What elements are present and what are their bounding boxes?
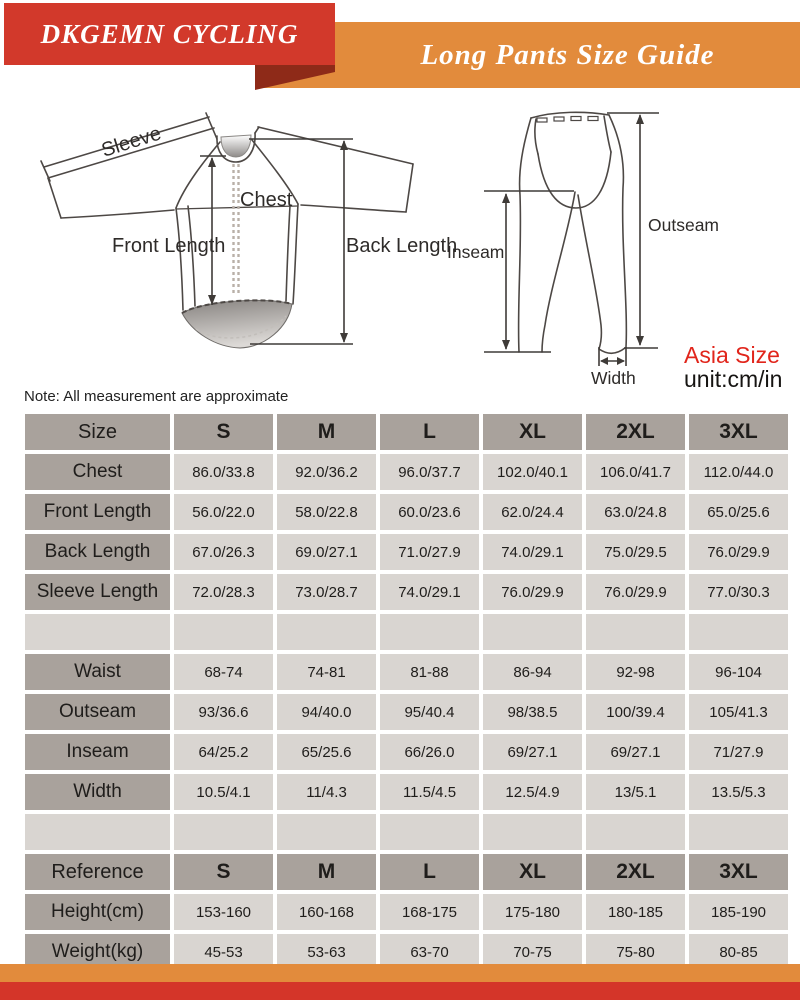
note-text: Note: All measurement are approximate (24, 388, 289, 405)
sleeve-label: Sleeve (98, 122, 164, 162)
value-cell: 105/41.3 (689, 694, 788, 730)
value-cell: 96-104 (689, 654, 788, 690)
collar-shading (221, 135, 251, 157)
size-col-s: S (174, 414, 273, 450)
brand-title: DKGEMN CYCLING (40, 18, 299, 49)
size-col-m: M (277, 854, 376, 890)
pants-measures (484, 113, 659, 366)
value-cell: 94/40.0 (277, 694, 376, 730)
value-cell: 12.5/4.9 (483, 774, 582, 810)
table-row-outseam (25, 694, 788, 730)
size-col-3xl: 3XL (689, 414, 788, 450)
value-cell: 68-74 (174, 654, 273, 690)
value-cell: 185-190 (689, 894, 788, 930)
value-cell: 160-168 (277, 894, 376, 930)
value-cell: 80-85 (689, 934, 788, 970)
row-label: Weight(kg) (25, 934, 170, 970)
value-cell: 74.0/29.1 (483, 534, 582, 570)
value-cell: 100/39.4 (586, 694, 685, 730)
table-row-height (25, 894, 788, 930)
value-cell: 56.0/22.0 (174, 494, 273, 530)
value-cell: 74-81 (277, 654, 376, 690)
value-cell: 13/5.1 (586, 774, 685, 810)
value-cell: 71.0/27.9 (380, 534, 479, 570)
value-cell: 66/26.0 (380, 734, 479, 770)
value-cell: 71/27.9 (689, 734, 788, 770)
spacer-row (25, 814, 788, 850)
row-label: Front Length (25, 494, 170, 530)
width-label: Width (591, 368, 636, 388)
size-col-3xl: 3XL (689, 854, 788, 890)
reference-header-row (25, 854, 788, 890)
table-row-chest (25, 454, 788, 490)
table-row-width (25, 774, 788, 810)
table-row-inseam (25, 734, 788, 770)
value-cell: 98/38.5 (483, 694, 582, 730)
table-row-sleeve-length (25, 574, 788, 610)
value-cell: 69/27.1 (483, 734, 582, 770)
zipper-line (234, 164, 239, 296)
page-title: Long Pants Size Guide (420, 38, 715, 71)
row-label: Waist (25, 654, 170, 690)
value-cell: 53-63 (277, 934, 376, 970)
row-label: Height(cm) (25, 894, 170, 930)
row-label: Sleeve Length (25, 574, 170, 610)
pants-outline (519, 112, 627, 353)
value-cell: 10.5/4.1 (174, 774, 273, 810)
size-header-row (25, 414, 788, 450)
footer-red-stripe (0, 982, 800, 1000)
table-row-front-length (25, 494, 788, 530)
spacer-row (25, 614, 788, 650)
value-cell: 45-53 (174, 934, 273, 970)
value-cell: 72.0/28.3 (174, 574, 273, 610)
value-cell: 86.0/33.8 (174, 454, 273, 490)
value-cell: 81-88 (380, 654, 479, 690)
value-cell: 67.0/26.3 (174, 534, 273, 570)
row-label: Width (25, 774, 170, 810)
value-cell: 95/40.4 (380, 694, 479, 730)
value-cell: 75-80 (586, 934, 685, 970)
back-length-label: Back Length (346, 235, 458, 257)
unit-label: unit:cm/in (684, 366, 783, 392)
asia-size-label: Asia Size (684, 342, 780, 368)
value-cell: 102.0/40.1 (483, 454, 582, 490)
value-cell: 75.0/29.5 (586, 534, 685, 570)
value-cell: 11/4.3 (277, 774, 376, 810)
value-cell: 63.0/24.8 (586, 494, 685, 530)
value-cell: 106.0/41.7 (586, 454, 685, 490)
size-table (21, 410, 788, 974)
value-cell: 63-70 (380, 934, 479, 970)
value-cell: 92.0/36.2 (277, 454, 376, 490)
value-cell: 93/36.6 (174, 694, 273, 730)
size-header-cell: Size (25, 414, 170, 450)
row-label: Inseam (25, 734, 170, 770)
table-row-waist (25, 654, 788, 690)
chest-label: Chest (240, 189, 293, 211)
footer-orange-stripe (0, 964, 800, 982)
row-label: Outseam (25, 694, 170, 730)
value-cell: 65.0/25.6 (689, 494, 788, 530)
value-cell: 69.0/27.1 (277, 534, 376, 570)
value-cell: 112.0/44.0 (689, 454, 788, 490)
value-cell: 58.0/22.8 (277, 494, 376, 530)
value-cell: 175-180 (483, 894, 582, 930)
size-col-l: L (380, 854, 479, 890)
inseam-label: Inseam (447, 242, 505, 262)
value-cell: 70-75 (483, 934, 582, 970)
waistband-dashes (537, 117, 598, 123)
value-cell: 73.0/28.7 (277, 574, 376, 610)
size-col-2xl: 2XL (586, 414, 685, 450)
value-cell: 180-185 (586, 894, 685, 930)
value-cell: 153-160 (174, 894, 273, 930)
value-cell: 92-98 (586, 654, 685, 690)
value-cell: 64/25.2 (174, 734, 273, 770)
size-col-l: L (380, 414, 479, 450)
value-cell: 13.5/5.3 (689, 774, 788, 810)
value-cell: 96.0/37.7 (380, 454, 479, 490)
row-label: Back Length (25, 534, 170, 570)
value-cell: 74.0/29.1 (380, 574, 479, 610)
value-cell: 76.0/29.9 (689, 534, 788, 570)
value-cell: 65/25.6 (277, 734, 376, 770)
size-col-m: M (277, 414, 376, 450)
size-col-2xl: 2XL (586, 854, 685, 890)
value-cell: 77.0/30.3 (689, 574, 788, 610)
size-col-s: S (174, 854, 273, 890)
value-cell: 86-94 (483, 654, 582, 690)
outseam-label: Outseam (648, 215, 719, 235)
value-cell: 69/27.1 (586, 734, 685, 770)
size-col-xl: XL (483, 414, 582, 450)
row-label: Chest (25, 454, 170, 490)
value-cell: 11.5/4.5 (380, 774, 479, 810)
value-cell: 62.0/24.4 (483, 494, 582, 530)
value-cell: 168-175 (380, 894, 479, 930)
value-cell: 76.0/29.9 (483, 574, 582, 610)
value-cell: 60.0/23.6 (380, 494, 479, 530)
front-length-label: Front Length (112, 235, 226, 257)
table-row-back-length (25, 534, 788, 570)
value-cell: 76.0/29.9 (586, 574, 685, 610)
size-col-xl: XL (483, 854, 582, 890)
reference-header-cell: Reference (25, 854, 170, 890)
measurement-diagram (0, 100, 800, 392)
